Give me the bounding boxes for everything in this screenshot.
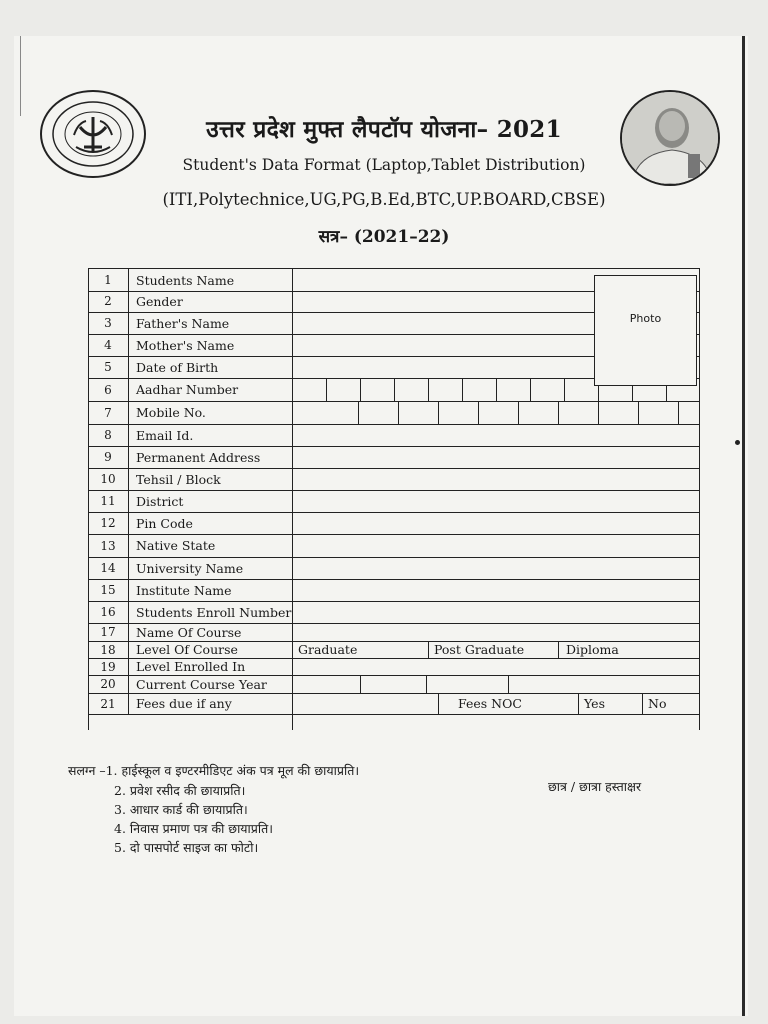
courses-line: (ITI,Polytechnice,UG,PG,B.Ed,BTC,UP.BOARD,CBSE) <box>162 190 606 209</box>
page-subtitle: Student's Data Format (Laptop,Tablet Distribution) <box>182 156 586 174</box>
form-row <box>88 623 700 642</box>
cell-divider <box>326 378 327 401</box>
cell-divider <box>638 401 639 424</box>
field-input-area[interactable] <box>293 269 594 291</box>
field-input-area[interactable] <box>293 446 700 468</box>
cell-divider <box>428 378 429 401</box>
field-input-area[interactable] <box>293 334 594 356</box>
field-input-area[interactable] <box>293 312 594 334</box>
form-row <box>88 512 700 535</box>
fees-noc-yes-option[interactable]: Yes <box>584 696 605 711</box>
cell-divider <box>360 378 361 401</box>
field-input-area[interactable] <box>293 534 700 557</box>
row-number: 20 <box>88 675 129 693</box>
field-input-area[interactable] <box>293 356 594 378</box>
row-number: 11 <box>88 490 129 512</box>
field-label: Gender <box>136 293 183 309</box>
course-level-option[interactable]: Diploma <box>566 642 619 657</box>
field-input-area[interactable] <box>293 290 594 312</box>
cell-divider <box>508 675 509 693</box>
cell-divider <box>478 401 479 424</box>
photo-label: Photo <box>629 312 662 325</box>
row-number: 14 <box>88 557 129 579</box>
form-row <box>88 658 700 676</box>
cell-divider <box>428 641 429 658</box>
field-label: University Name <box>136 560 244 576</box>
field-label: Date of Birth <box>136 359 219 375</box>
enclosure-item-5: 5. दो पासपोर्ट साइज का फोटो। <box>114 840 259 855</box>
field-label: Mobile No. <box>136 405 206 420</box>
form-row <box>88 557 700 580</box>
cell-divider <box>438 693 439 714</box>
field-input-area[interactable] <box>293 512 700 534</box>
page-edge <box>742 36 745 1016</box>
cell-divider <box>358 401 359 424</box>
cell-divider <box>678 401 679 424</box>
signature-label: छात्र / छात्रा हस्ताक्षर <box>548 779 642 794</box>
field-input-area[interactable] <box>293 601 700 623</box>
enclosure-item-2: 2. प्रवेश रसीद की छायाप्रति। <box>114 783 246 798</box>
course-level-option[interactable]: Graduate <box>298 642 358 657</box>
photo-box[interactable] <box>594 275 697 386</box>
row-number: 1 <box>88 269 129 291</box>
row-number: 4 <box>88 334 129 356</box>
form-row <box>88 641 700 659</box>
field-label: Native State <box>136 538 216 553</box>
field-input-area[interactable] <box>293 658 700 675</box>
form-row <box>88 401 700 425</box>
cell-divider <box>558 641 559 658</box>
course-level-option[interactable]: Post Graduate <box>434 642 525 657</box>
row-number: 9 <box>88 446 129 468</box>
field-input-area[interactable] <box>293 468 700 490</box>
ink-speck <box>735 440 740 445</box>
row-number: 15 <box>88 579 129 601</box>
enclosure-item-1: सलग्न –1. हाईस्कूल व इण्टरमीडिएट अंक पत्र मूल की छायाप्रति। <box>68 763 360 778</box>
row-number: 16 <box>88 601 129 623</box>
row-number: 12 <box>88 512 129 534</box>
field-label: Current Course Year <box>136 676 267 692</box>
field-label: Institute Name <box>136 582 232 598</box>
cell-divider <box>360 675 361 693</box>
field-label: Students Enroll Number <box>136 604 292 620</box>
row-number: 7 <box>88 401 129 424</box>
cell-divider <box>530 378 531 401</box>
cell-divider <box>564 378 565 401</box>
enclosure-item-3: 3. आधार कार्ड की छायाप्रति। <box>114 802 248 817</box>
field-label: Level Enrolled In <box>136 659 246 674</box>
row-number: 2 <box>88 290 129 312</box>
form-row <box>88 490 700 513</box>
cell-divider <box>462 378 463 401</box>
row-number: 17 <box>88 623 129 641</box>
cell-divider <box>438 401 439 424</box>
field-label: Aadhar Number <box>136 382 239 397</box>
form-row <box>88 693 700 715</box>
form-row <box>88 446 700 469</box>
field-label: Name Of Course <box>136 624 242 640</box>
enclosure-item-4: 4. निवास प्रमाण पत्र की छायाप्रति। <box>114 821 274 836</box>
field-label: Permanent Address <box>136 449 261 465</box>
form-row <box>88 601 700 624</box>
field-label: Students Name <box>136 272 235 288</box>
cell-divider <box>398 401 399 424</box>
page-title: उत्तर प्रदेश मुफ्त लैपटॉप योजना– 2021 <box>206 116 562 143</box>
fees-noc-no-option[interactable]: No <box>648 696 667 711</box>
field-label: Mother's Name <box>136 337 235 353</box>
cell-divider <box>642 693 643 714</box>
row-number: 6 <box>88 378 129 401</box>
row-number: 3 <box>88 312 129 334</box>
field-input-area[interactable] <box>293 490 700 512</box>
page-edge-left <box>20 36 21 116</box>
session-line: सत्र– (2021–22) <box>318 227 450 247</box>
field-label: District <box>136 493 184 509</box>
cell-divider <box>558 401 559 424</box>
cell-divider <box>394 378 395 401</box>
row-number: 19 <box>88 658 129 675</box>
field-input-area[interactable] <box>293 675 700 693</box>
table-border-left <box>88 268 89 730</box>
field-input-area[interactable] <box>293 557 700 579</box>
field-input-area[interactable] <box>293 623 700 641</box>
field-input-area[interactable] <box>293 579 700 601</box>
row-number: 5 <box>88 356 129 378</box>
cell-divider <box>518 401 519 424</box>
cell-divider <box>578 693 579 714</box>
cell-divider <box>598 401 599 424</box>
field-input-area[interactable] <box>293 424 700 446</box>
form-row <box>88 675 700 694</box>
table-column-divider <box>292 268 293 730</box>
fees-noc-label: Fees NOC <box>458 696 522 711</box>
row-number: 13 <box>88 534 129 557</box>
field-label: Level Of Course <box>136 642 238 657</box>
table-border-right <box>699 268 700 730</box>
field-label: Tehsil / Block <box>136 471 221 487</box>
field-label: Fees due if any <box>136 696 232 711</box>
row-number: 21 <box>88 693 129 714</box>
form-row <box>88 534 700 558</box>
form-row <box>88 468 700 491</box>
field-label: Email Id. <box>136 427 194 443</box>
row-number: 10 <box>88 468 129 490</box>
form-row <box>88 424 700 447</box>
cell-divider <box>426 675 427 693</box>
field-label: Pin Code <box>136 515 193 531</box>
row-number: 8 <box>88 424 129 446</box>
row-number: 18 <box>88 641 129 658</box>
form-row <box>88 579 700 602</box>
field-label: Father's Name <box>136 315 230 331</box>
cell-divider <box>496 378 497 401</box>
